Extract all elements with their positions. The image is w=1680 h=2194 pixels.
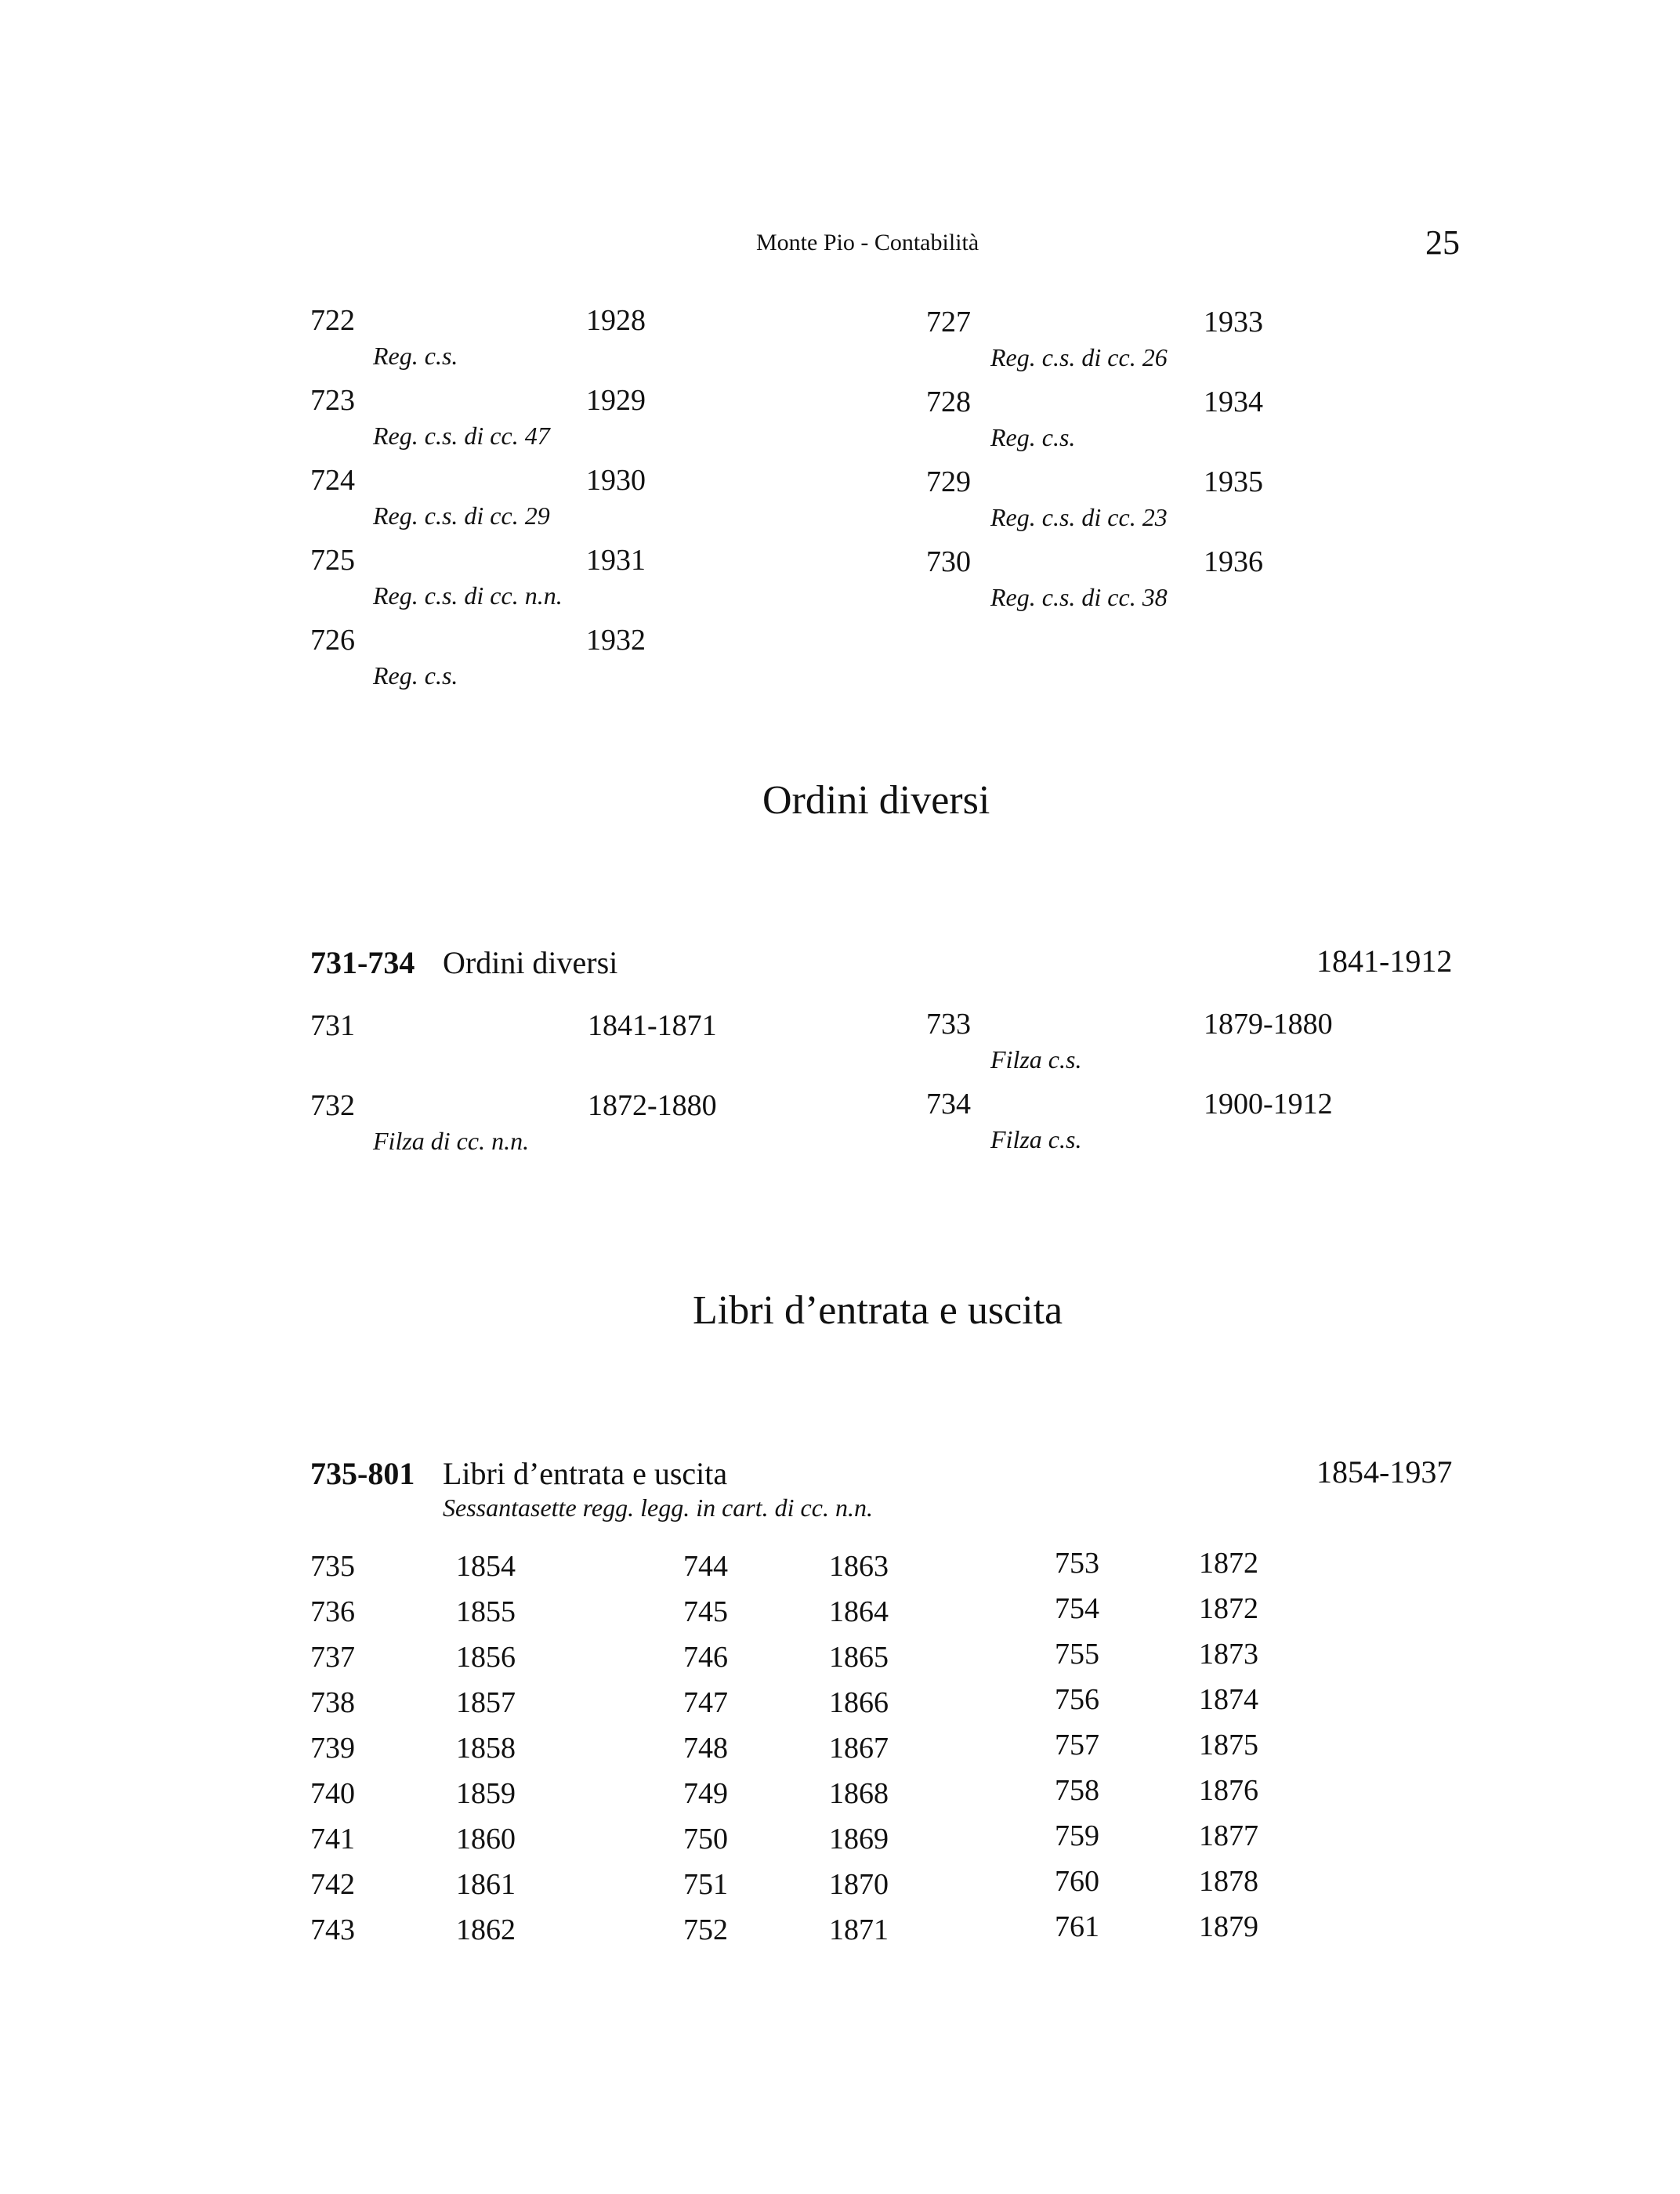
entry-description: Reg. c.s. (990, 423, 1076, 451)
entry-description: Reg. c.s. (373, 661, 458, 690)
libri-number: 753 (1055, 1547, 1099, 1580)
libri-number: 752 (683, 1913, 728, 1946)
libri-number: 747 (683, 1686, 728, 1719)
entry-number: 732 (310, 1089, 355, 1122)
libri-number: 750 (683, 1823, 728, 1855)
libri-year: 1855 (456, 1595, 516, 1628)
section-heading-ordini: Ordini diversi (762, 778, 990, 823)
libri-number: 742 (310, 1868, 355, 1901)
libri-number: 743 (310, 1913, 355, 1946)
libri-year: 1868 (829, 1777, 889, 1810)
libri-number: 746 (683, 1641, 728, 1674)
entry-number: 725 (310, 544, 355, 577)
libri-year: 1859 (456, 1777, 516, 1810)
libri-number: 760 (1055, 1865, 1099, 1898)
libri-number: 759 (1055, 1819, 1099, 1852)
libri-number: 754 (1055, 1592, 1099, 1625)
libri-number: 739 (310, 1732, 355, 1765)
entry-years: 1841-1871 (588, 1009, 717, 1042)
entry-years: 1872-1880 (588, 1089, 717, 1122)
entry-description: Filza di cc. n.n. (373, 1127, 530, 1155)
libri-number: 751 (683, 1868, 728, 1901)
series-years: 1841-1912 (1316, 943, 1453, 979)
entry-year: 1930 (586, 464, 646, 497)
series-title: Ordini diversi (443, 945, 618, 980)
entry-number: 729 (926, 465, 971, 498)
entry-description: Reg. c.s. di cc. 47 (373, 422, 550, 450)
libri-year: 1869 (829, 1823, 889, 1855)
entry-description: Filza c.s. (990, 1045, 1082, 1073)
libri-number: 740 (310, 1777, 355, 1810)
entry-number: 734 (926, 1088, 971, 1121)
entry-number: 733 (926, 1008, 971, 1041)
entry-year: 1936 (1204, 545, 1263, 578)
libri-year: 1854 (456, 1550, 516, 1583)
entry-number: 722 (310, 304, 355, 337)
libri-year: 1874 (1199, 1683, 1258, 1716)
libri-year: 1865 (829, 1641, 889, 1674)
entry-year: 1929 (586, 384, 646, 417)
libri-year: 1877 (1199, 1819, 1258, 1852)
libri-year: 1871 (829, 1913, 889, 1946)
entry-number: 730 (926, 545, 971, 578)
libri-year: 1879 (1199, 1910, 1258, 1943)
libri-year: 1867 (829, 1732, 889, 1765)
entry-number: 727 (926, 306, 971, 339)
libri-year: 1873 (1199, 1638, 1258, 1671)
entry-year: 1935 (1204, 465, 1263, 498)
entry-year: 1931 (586, 544, 646, 577)
libri-number: 755 (1055, 1638, 1099, 1671)
entry-number: 728 (926, 386, 971, 418)
series-code: 735-801 (310, 1456, 415, 1491)
entry-description: Reg. c.s. (373, 342, 458, 370)
series-code: 731-734 (310, 945, 415, 980)
entry-years: 1879-1880 (1204, 1008, 1333, 1041)
libri-year: 1872 (1199, 1547, 1258, 1580)
libri-year: 1863 (829, 1550, 889, 1583)
entry-number: 726 (310, 624, 355, 657)
libri-number: 737 (310, 1641, 355, 1674)
libri-number: 745 (683, 1595, 728, 1628)
libri-number: 735 (310, 1550, 355, 1583)
libri-year: 1870 (829, 1868, 889, 1901)
entry-number: 724 (310, 464, 355, 497)
libri-number: 749 (683, 1777, 728, 1810)
entry-year: 1928 (586, 304, 646, 337)
libri-year: 1858 (456, 1732, 516, 1765)
libri-year: 1875 (1199, 1729, 1258, 1761)
libri-number: 744 (683, 1550, 728, 1583)
libri-year: 1876 (1199, 1774, 1258, 1807)
libri-number: 738 (310, 1686, 355, 1719)
libri-year: 1872 (1199, 1592, 1258, 1625)
libri-number: 757 (1055, 1729, 1099, 1761)
libri-number: 736 (310, 1595, 355, 1628)
entry-description: Filza c.s. (990, 1125, 1082, 1153)
entry-year: 1933 (1204, 306, 1263, 339)
libri-number: 758 (1055, 1774, 1099, 1807)
libri-year: 1862 (456, 1913, 516, 1946)
page-number: 25 (1425, 223, 1460, 262)
entry-description: Reg. c.s. di cc. 23 (990, 503, 1168, 531)
entry-years: 1900-1912 (1204, 1088, 1333, 1121)
libri-year: 1856 (456, 1641, 516, 1674)
libri-number: 756 (1055, 1683, 1099, 1716)
series-years: 1854-1937 (1316, 1454, 1453, 1490)
entry-description: Reg. c.s. di cc. 38 (990, 583, 1168, 611)
libri-number: 761 (1055, 1910, 1099, 1943)
entry-number: 731 (310, 1009, 355, 1042)
series-description: Sessantasette regg. legg. in cart. di cc. n.n. (443, 1493, 873, 1522)
libri-year: 1866 (829, 1686, 889, 1719)
libri-year: 1860 (456, 1823, 516, 1855)
entry-year: 1934 (1204, 386, 1263, 418)
entry-description: Reg. c.s. di cc. 29 (373, 501, 550, 530)
entry-description: Reg. c.s. di cc. 26 (990, 343, 1168, 371)
libri-year: 1857 (456, 1686, 516, 1719)
libri-year: 1878 (1199, 1865, 1258, 1898)
libri-year: 1864 (829, 1595, 889, 1628)
entry-description: Reg. c.s. di cc. n.n. (373, 581, 563, 610)
entry-number: 723 (310, 384, 355, 417)
running-head: Monte Pio - Contabilità (756, 230, 979, 255)
libri-number: 748 (683, 1732, 728, 1765)
libri-number: 741 (310, 1823, 355, 1855)
libri-year: 1861 (456, 1868, 516, 1901)
series-title: Libri d’entrata e uscita (443, 1456, 728, 1491)
section-heading-libri: Libri d’entrata e uscita (693, 1288, 1063, 1333)
entry-year: 1932 (586, 624, 646, 657)
